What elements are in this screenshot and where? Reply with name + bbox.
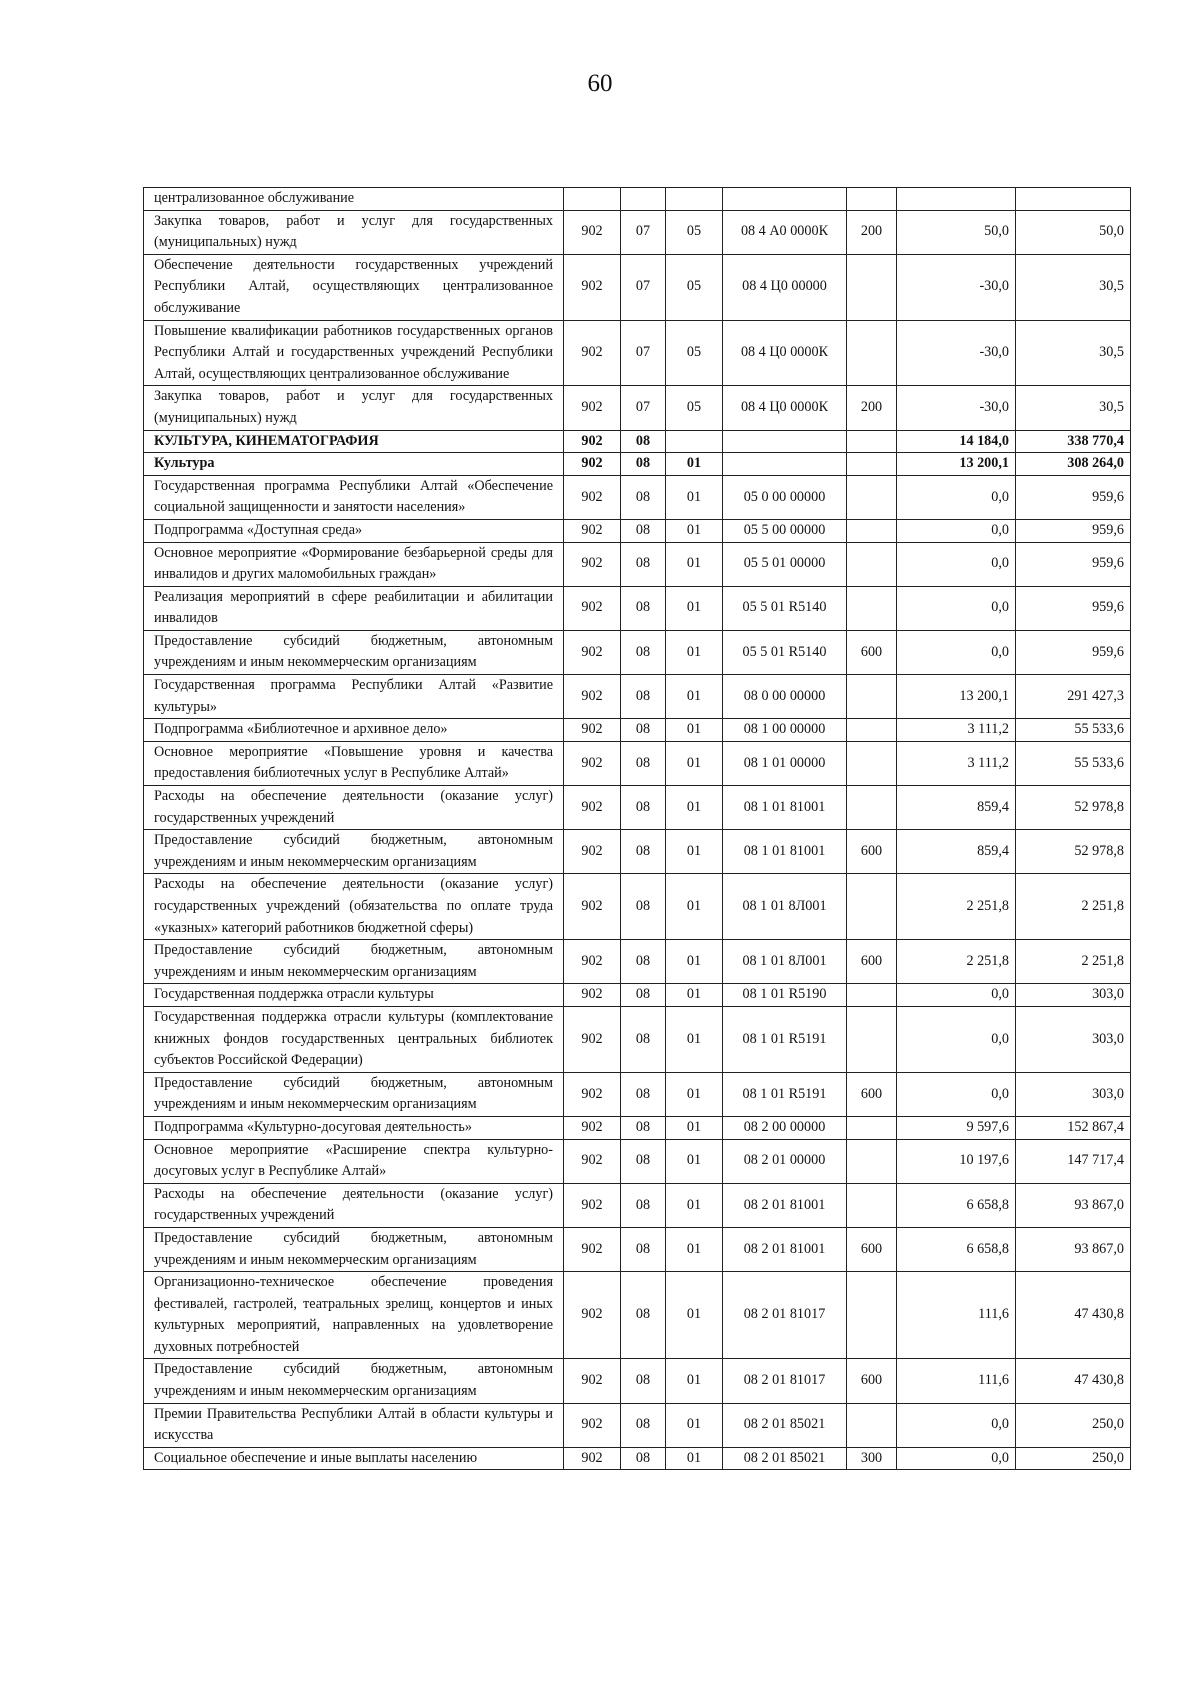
target-article-code: 08 4 Ц0 0000К (723, 386, 847, 430)
amount-total: 959,6 (1016, 519, 1131, 542)
section-code: 08 (621, 1072, 666, 1116)
row-name: Предоставление субсидий бюджетным, автономным учреждениям и иным некоммерческим организациям (144, 1227, 564, 1271)
section-code: 08 (621, 1227, 666, 1271)
table-row (144, 188, 1131, 211)
target-article-code: 05 5 01 R5140 (723, 586, 847, 630)
target-article-code: 08 0 00 00000 (723, 675, 847, 719)
amount-change: 6 658,8 (897, 1227, 1016, 1271)
table-row (144, 675, 1131, 719)
section-code: 08 (621, 719, 666, 742)
table-row (144, 786, 1131, 830)
expense-type-code (847, 320, 897, 386)
target-article-code: 08 4 А0 0000К (723, 210, 847, 254)
table-row (144, 1272, 1131, 1359)
amount-total: 959,6 (1016, 542, 1131, 586)
amount-change: 2 251,8 (897, 940, 1016, 984)
amount-total: 147 717,4 (1016, 1139, 1131, 1183)
subsection-code: 05 (666, 320, 723, 386)
amount-total: 303,0 (1016, 1072, 1131, 1116)
amount-total: 291 427,3 (1016, 675, 1131, 719)
ministry-code: 902 (564, 430, 621, 453)
table-row (144, 1227, 1131, 1271)
expense-type-code (847, 719, 897, 742)
amount-change: -30,0 (897, 254, 1016, 320)
expense-type-code: 600 (847, 1227, 897, 1271)
ministry-code: 902 (564, 453, 621, 476)
target-article-code: 08 2 01 81017 (723, 1359, 847, 1403)
amount-change: 0,0 (897, 519, 1016, 542)
target-article-code (723, 188, 847, 211)
table-row (144, 254, 1131, 320)
target-article-code: 08 2 00 00000 (723, 1116, 847, 1139)
subsection-code: 01 (666, 741, 723, 785)
row-name: централизованное обслуживание (144, 188, 564, 211)
expense-type-code (847, 188, 897, 211)
ministry-code: 902 (564, 1227, 621, 1271)
expense-type-code (847, 475, 897, 519)
subsection-code: 01 (666, 1359, 723, 1403)
section-code: 07 (621, 320, 666, 386)
row-name: Социальное обеспечение и иные выплаты населению (144, 1447, 564, 1470)
row-name: Расходы на обеспечение деятельности (оказание услуг) государственных учреждений (144, 1183, 564, 1227)
row-name: Основное мероприятие «Формирование безбарьерной среды для инвалидов и других маломобильных граждан» (144, 542, 564, 586)
table-row (144, 210, 1131, 254)
ministry-code: 902 (564, 719, 621, 742)
amount-change: 3 111,2 (897, 741, 1016, 785)
section-code: 08 (621, 1447, 666, 1470)
target-article-code: 08 2 01 81001 (723, 1227, 847, 1271)
amount-total: 30,5 (1016, 254, 1131, 320)
section-code: 08 (621, 1272, 666, 1359)
row-name: Расходы на обеспечение деятельности (оказание услуг) государственных учреждений (обязательства по оплате труда «указных» категорий работников бюджетной сферы) (144, 874, 564, 940)
subsection-code: 01 (666, 1139, 723, 1183)
expense-type-code: 600 (847, 1359, 897, 1403)
row-name: Подпрограмма «Доступная среда» (144, 519, 564, 542)
amount-total: 52 978,8 (1016, 830, 1131, 874)
amount-total: 959,6 (1016, 630, 1131, 674)
table-row (144, 586, 1131, 630)
subsection-code: 01 (666, 1116, 723, 1139)
table-row (144, 1183, 1131, 1227)
table-row (144, 741, 1131, 785)
subsection-code: 05 (666, 210, 723, 254)
amount-change: 111,6 (897, 1359, 1016, 1403)
row-name: КУЛЬТУРА, КИНЕМАТОГРАФИЯ (144, 430, 564, 453)
expense-type-code: 600 (847, 830, 897, 874)
table-row (144, 1006, 1131, 1072)
subsection-code: 01 (666, 453, 723, 476)
section-code: 07 (621, 254, 666, 320)
ministry-code: 902 (564, 475, 621, 519)
section-code: 08 (621, 1006, 666, 1072)
row-name: Реализация мероприятий в сфере реабилитации и абилитации инвалидов (144, 586, 564, 630)
amount-change: 0,0 (897, 542, 1016, 586)
table-row (144, 874, 1131, 940)
ministry-code: 902 (564, 542, 621, 586)
ministry-code: 902 (564, 940, 621, 984)
amount-total: 959,6 (1016, 475, 1131, 519)
amount-total: 55 533,6 (1016, 719, 1131, 742)
subsection-code: 01 (666, 1006, 723, 1072)
ministry-code: 902 (564, 320, 621, 386)
ministry-code: 902 (564, 1359, 621, 1403)
amount-change: 9 597,6 (897, 1116, 1016, 1139)
amount-total: 93 867,0 (1016, 1227, 1131, 1271)
amount-change: 0,0 (897, 1447, 1016, 1470)
row-name: Премии Правительства Республики Алтай в области культуры и искусства (144, 1403, 564, 1447)
expense-type-code (847, 1403, 897, 1447)
section-code: 08 (621, 453, 666, 476)
amount-total: 47 430,8 (1016, 1272, 1131, 1359)
target-article-code: 08 2 01 85021 (723, 1447, 847, 1470)
ministry-code: 902 (564, 675, 621, 719)
ministry-code: 902 (564, 1183, 621, 1227)
ministry-code: 902 (564, 1272, 621, 1359)
expense-type-code (847, 586, 897, 630)
target-article-code: 08 1 01 8Л001 (723, 874, 847, 940)
table-row (144, 542, 1131, 586)
ministry-code: 902 (564, 1006, 621, 1072)
table-row (144, 453, 1131, 476)
expense-type-code: 200 (847, 386, 897, 430)
target-article-code: 08 4 Ц0 00000 (723, 254, 847, 320)
amount-total: 47 430,8 (1016, 1359, 1131, 1403)
target-article-code: 08 1 01 R5190 (723, 984, 847, 1007)
amount-total: 250,0 (1016, 1403, 1131, 1447)
expense-type-code: 600 (847, 630, 897, 674)
row-name: Подпрограмма «Культурно-досуговая деятельность» (144, 1116, 564, 1139)
ministry-code: 902 (564, 1072, 621, 1116)
expense-type-code (847, 519, 897, 542)
amount-change: 13 200,1 (897, 675, 1016, 719)
amount-change (897, 188, 1016, 211)
amount-change: 0,0 (897, 586, 1016, 630)
amount-change: 2 251,8 (897, 874, 1016, 940)
ministry-code: 902 (564, 874, 621, 940)
ministry-code: 902 (564, 984, 621, 1007)
subsection-code (666, 430, 723, 453)
amount-change: 859,4 (897, 786, 1016, 830)
section-code: 08 (621, 586, 666, 630)
amount-total (1016, 188, 1131, 211)
subsection-code: 01 (666, 830, 723, 874)
amount-total: 93 867,0 (1016, 1183, 1131, 1227)
target-article-code: 08 1 01 81001 (723, 830, 847, 874)
target-article-code: 05 5 01 00000 (723, 542, 847, 586)
ministry-code: 902 (564, 741, 621, 785)
section-code: 08 (621, 1403, 666, 1447)
subsection-code: 01 (666, 1447, 723, 1470)
row-name: Государственная программа Республики Алтай «Обеспечение социальной защищенности и занятости населения» (144, 475, 564, 519)
target-article-code: 08 1 00 00000 (723, 719, 847, 742)
subsection-code: 01 (666, 1183, 723, 1227)
subsection-code: 01 (666, 786, 723, 830)
target-article-code (723, 430, 847, 453)
row-name: Обеспечение деятельности государственных учреждений Республики Алтай, осуществляющих централизованное обслуживание (144, 254, 564, 320)
row-name: Предоставление субсидий бюджетным, автономным учреждениям и иным некоммерческим организациям (144, 1072, 564, 1116)
table-row (144, 320, 1131, 386)
expense-type-code (847, 1139, 897, 1183)
amount-total: 308 264,0 (1016, 453, 1131, 476)
section-code: 08 (621, 984, 666, 1007)
target-article-code: 08 1 01 81001 (723, 786, 847, 830)
amount-change: 50,0 (897, 210, 1016, 254)
table-row (144, 519, 1131, 542)
row-name: Основное мероприятие «Расширение спектра культурно-досуговых услуг в Республике Алтай» (144, 1139, 564, 1183)
expense-type-code (847, 1272, 897, 1359)
row-name: Предоставление субсидий бюджетным, автономным учреждениям и иным некоммерческим организациям (144, 630, 564, 674)
amount-change: -30,0 (897, 386, 1016, 430)
target-article-code: 08 1 01 00000 (723, 741, 847, 785)
subsection-code: 01 (666, 675, 723, 719)
expense-type-code (847, 874, 897, 940)
table-row (144, 475, 1131, 519)
ministry-code: 902 (564, 210, 621, 254)
amount-change: -30,0 (897, 320, 1016, 386)
subsection-code (666, 188, 723, 211)
section-code: 08 (621, 786, 666, 830)
row-name: Государственная поддержка отрасли культуры (комплектование книжных фондов государственных центральных библиотек субъектов Российской Федерации) (144, 1006, 564, 1072)
target-article-code: 08 2 01 81001 (723, 1183, 847, 1227)
section-code: 08 (621, 430, 666, 453)
subsection-code: 01 (666, 1403, 723, 1447)
amount-change: 6 658,8 (897, 1183, 1016, 1227)
amount-total: 338 770,4 (1016, 430, 1131, 453)
section-code: 08 (621, 475, 666, 519)
amount-total: 52 978,8 (1016, 786, 1131, 830)
amount-change: 0,0 (897, 1403, 1016, 1447)
row-name: Культура (144, 453, 564, 476)
expense-type-code (847, 1116, 897, 1139)
row-name: Государственная программа Республики Алтай «Развитие культуры» (144, 675, 564, 719)
section-code: 07 (621, 210, 666, 254)
subsection-code: 01 (666, 542, 723, 586)
table-row (144, 1072, 1131, 1116)
amount-total: 959,6 (1016, 586, 1131, 630)
section-code: 08 (621, 830, 666, 874)
amount-change: 10 197,6 (897, 1139, 1016, 1183)
subsection-code: 01 (666, 1072, 723, 1116)
table-row (144, 386, 1131, 430)
amount-change: 0,0 (897, 475, 1016, 519)
section-code: 08 (621, 1139, 666, 1183)
section-code (621, 188, 666, 211)
subsection-code: 01 (666, 475, 723, 519)
amount-total: 30,5 (1016, 386, 1131, 430)
subsection-code: 01 (666, 1272, 723, 1359)
table-row (144, 1447, 1131, 1470)
target-article-code: 08 1 01 8Л001 (723, 940, 847, 984)
ministry-code: 902 (564, 1447, 621, 1470)
expense-type-code (847, 786, 897, 830)
expense-type-code (847, 430, 897, 453)
row-name: Расходы на обеспечение деятельности (оказание услуг) государственных учреждений (144, 786, 564, 830)
table-row (144, 719, 1131, 742)
amount-total: 152 867,4 (1016, 1116, 1131, 1139)
section-code: 08 (621, 741, 666, 785)
amount-total: 50,0 (1016, 210, 1131, 254)
amount-change: 0,0 (897, 984, 1016, 1007)
table-row (144, 940, 1131, 984)
expense-type-code (847, 1006, 897, 1072)
amount-total: 303,0 (1016, 984, 1131, 1007)
ministry-code: 902 (564, 1116, 621, 1139)
amount-change: 13 200,1 (897, 453, 1016, 476)
section-code: 08 (621, 940, 666, 984)
amount-total: 303,0 (1016, 1006, 1131, 1072)
amount-total: 2 251,8 (1016, 940, 1131, 984)
row-name: Подпрограмма «Библиотечное и архивное дело» (144, 719, 564, 742)
ministry-code (564, 188, 621, 211)
section-code: 08 (621, 1359, 666, 1403)
table-row (144, 1116, 1131, 1139)
ministry-code: 902 (564, 586, 621, 630)
target-article-code: 08 1 01 R5191 (723, 1072, 847, 1116)
subsection-code: 01 (666, 719, 723, 742)
target-article-code: 08 2 01 00000 (723, 1139, 847, 1183)
section-code: 08 (621, 630, 666, 674)
table-row (144, 430, 1131, 453)
expense-type-code (847, 254, 897, 320)
subsection-code: 01 (666, 984, 723, 1007)
expense-type-code (847, 542, 897, 586)
ministry-code: 902 (564, 386, 621, 430)
expense-type-code: 600 (847, 1072, 897, 1116)
ministry-code: 902 (564, 630, 621, 674)
table-row (144, 984, 1131, 1007)
expense-type-code: 200 (847, 210, 897, 254)
table-row (144, 630, 1131, 674)
amount-change: 859,4 (897, 830, 1016, 874)
expense-type-code (847, 984, 897, 1007)
ministry-code: 902 (564, 830, 621, 874)
table-row (144, 1139, 1131, 1183)
subsection-code: 05 (666, 254, 723, 320)
ministry-code: 902 (564, 1139, 621, 1183)
table-row (144, 1403, 1131, 1447)
row-name: Государственная поддержка отрасли культуры (144, 984, 564, 1007)
expense-type-code (847, 453, 897, 476)
subsection-code: 01 (666, 1227, 723, 1271)
amount-change: 14 184,0 (897, 430, 1016, 453)
subsection-code: 01 (666, 630, 723, 674)
amount-change: 0,0 (897, 630, 1016, 674)
section-code: 08 (621, 542, 666, 586)
subsection-code: 05 (666, 386, 723, 430)
expense-type-code (847, 741, 897, 785)
section-code: 08 (621, 874, 666, 940)
subsection-code: 01 (666, 586, 723, 630)
target-article-code: 08 4 Ц0 0000К (723, 320, 847, 386)
subsection-code: 01 (666, 940, 723, 984)
amount-change: 0,0 (897, 1072, 1016, 1116)
section-code: 08 (621, 1183, 666, 1227)
section-code: 08 (621, 675, 666, 719)
expense-type-code (847, 675, 897, 719)
row-name: Предоставление субсидий бюджетным, автономным учреждениям и иным некоммерческим организациям (144, 940, 564, 984)
ministry-code: 902 (564, 519, 621, 542)
row-name: Предоставление субсидий бюджетным, автономным учреждениям и иным некоммерческим организациям (144, 830, 564, 874)
ministry-code: 902 (564, 1403, 621, 1447)
expense-type-code: 300 (847, 1447, 897, 1470)
target-article-code: 05 5 01 R5140 (723, 630, 847, 674)
page-number: 60 (587, 70, 613, 97)
expense-type-code (847, 1183, 897, 1227)
table-row (144, 1359, 1131, 1403)
amount-total: 55 533,6 (1016, 741, 1131, 785)
amount-change: 0,0 (897, 1006, 1016, 1072)
row-name: Закупка товаров, работ и услуг для государственных (муниципальных) нужд (144, 386, 564, 430)
section-code: 07 (621, 386, 666, 430)
amount-change: 3 111,2 (897, 719, 1016, 742)
expense-type-code: 600 (847, 940, 897, 984)
amount-total: 250,0 (1016, 1447, 1131, 1470)
row-name: Повышение квалификации работников государственных органов Республики Алтай и государственных учреждений Республики Алтай, осуществляющих централизованное обслуживание (144, 320, 564, 386)
ministry-code: 902 (564, 786, 621, 830)
target-article-code: 08 1 01 R5191 (723, 1006, 847, 1072)
budget-table (143, 187, 1131, 1470)
target-article-code: 08 2 01 81017 (723, 1272, 847, 1359)
budget-table-body (144, 188, 1131, 1470)
amount-change: 111,6 (897, 1272, 1016, 1359)
amount-total: 2 251,8 (1016, 874, 1131, 940)
row-name: Закупка товаров, работ и услуг для государственных (муниципальных) нужд (144, 210, 564, 254)
ministry-code: 902 (564, 254, 621, 320)
table-row (144, 830, 1131, 874)
target-article-code: 08 2 01 85021 (723, 1403, 847, 1447)
target-article-code (723, 453, 847, 476)
row-name: Основное мероприятие «Повышение уровня и качества предоставления библиотечных услуг в Республике Алтай» (144, 741, 564, 785)
row-name: Организационно-техническое обеспечение проведения фестивалей, гастролей, театральных зрелищ, концертов и иных культурных мероприятий, направленных на удовлетворение духовных потребностей (144, 1272, 564, 1359)
amount-total: 30,5 (1016, 320, 1131, 386)
row-name: Предоставление субсидий бюджетным, автономным учреждениям и иным некоммерческим организациям (144, 1359, 564, 1403)
target-article-code: 05 0 00 00000 (723, 475, 847, 519)
target-article-code: 05 5 00 00000 (723, 519, 847, 542)
subsection-code: 01 (666, 519, 723, 542)
section-code: 08 (621, 1116, 666, 1139)
section-code: 08 (621, 519, 666, 542)
subsection-code: 01 (666, 874, 723, 940)
